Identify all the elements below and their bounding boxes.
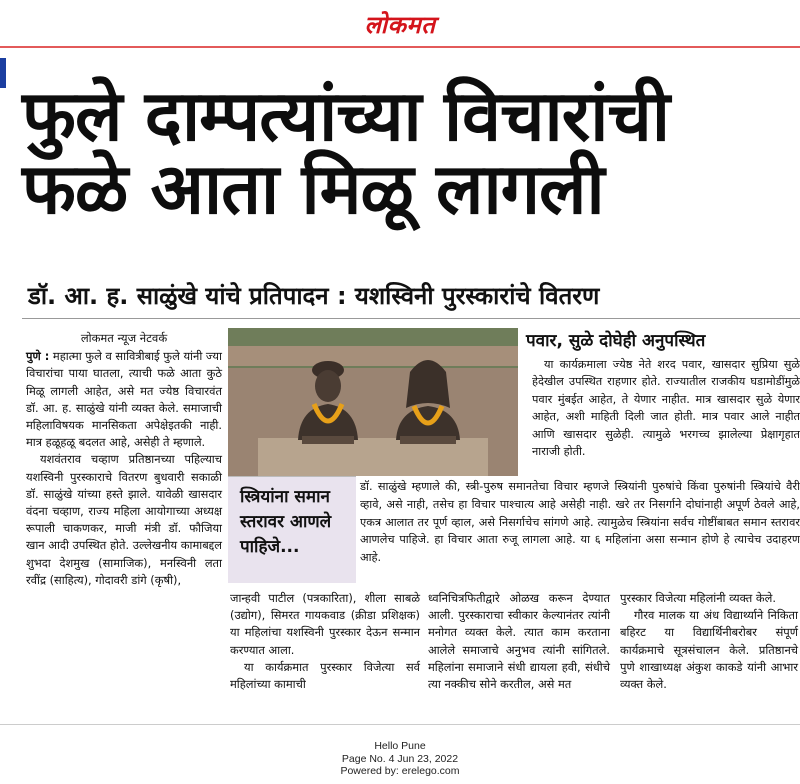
sidebar-text — [532, 356, 800, 460]
article-column-3 — [428, 590, 610, 693]
paragraph: या कार्यक्रमात पुरस्कार विजेत्या सर्व महिलांच्या कामाची — [230, 659, 420, 692]
lead-paragraph: पुणे : महात्मा फुले व सावित्रीबाई फुले यांनी ज्या विचारांचा पाया घातला, त्याची फळे आता कुठे मिळू लागली आहेत, असे मत ज्येष्ठ विचारवंत डॉ. आ. ह. साळुंखे यांनी व्यक्त केले. समाजाची महिलाविषयक मानसिकता अपेक्षेइतकी नाही. मात्र हळूहळू बदलत आहे, असेही ते म्हणाले. — [26, 349, 222, 450]
headline — [22, 75, 797, 230]
sidebar-paragraph: या कार्यक्रमाला ज्येष्ठ नेते शरद पवार, खासदार सुप्रिया सुळे हेदेखील उपस्थित राहणार होते. राज्यातील राजकीय घडामोडींमुळे पवार मुंबईत आहेत, ते येणार नाहीत. मात्र खासदार सुळे येणार आहेत, अशी माहिती दिली जात होती. मात्र पवार आले नाहीत आणि खासदार सुळेही. त्यामुळे भरगच्च झालेल्या प्रेक्षागृहात नाराजी होती. — [532, 358, 800, 459]
byline: लोकमत न्यूज नेटवर्क — [80, 331, 168, 345]
page-edge-marker — [0, 58, 6, 88]
subheadline: डॉ. आ. ह. साळुंखे यांचे प्रतिपादन : यशस्विनी पुरस्कारांचे वितरण — [28, 282, 600, 310]
quote-paragraph: डॉ. साळुंखे म्हणाले की, स्त्री-पुरुष समानतेचा विचार म्हणजे स्त्रियांनी पुरुषांचे किंवा पुरुषांनी स्त्रियांचे वैरी व्हावे, असे नाही, तसेच हा विचार पाश्चात्य आहे असेही नाही. खरे तर निसर्गाने दोघांनाही अपूर्ण ठेवले आहे, एकत्र आलात तर पूर्ण व्हाल, असे निसर्गाचेच सांगणे आहे. त्यामुळेच स्त्रियांना सर्वच गोष्टींबाबत समान स्तरावर आणलेच पाहिजे. हा विचार आता रुजू लागला आहे. या ६ महिलांना असा सन्मान होणे हे त्याचेच उदाहरण आहे. — [360, 480, 800, 565]
sidebar-heading: पवार, सुळे दोघेही अनुपस्थित — [526, 331, 706, 351]
paragraph: जान्हवी पाटील (पत्रकारिता), शीला साबळे (उद्योग), सिमरत गायकवाड (क्रीडा प्रशिक्षक) या महिलांचा यशस्विनी पुरस्कार देऊन सन्मान करण्यात आला. — [230, 591, 420, 657]
article-column-1 — [26, 330, 222, 589]
quote-box — [228, 476, 356, 583]
headline-line-1: फुले दाम्पत्यांच्या विचारांची — [22, 75, 670, 157]
paragraph: गौरव मालक या अंध विद्यार्थ्याने निकिता बहिरट या विद्यार्थिनीबरोबर संपूर्ण कार्यक्रमाचे सूत्रसंचालन केले. प्रतिष्ठानचे पुणे शाखाध्यक्ष अंकुश काकडे यांनी आभार व्यक्त केले. — [620, 608, 798, 692]
masthead — [0, 0, 800, 46]
statues-photo — [228, 328, 518, 476]
edition-name: Hello Pune — [374, 740, 426, 752]
page-info: Page No. 4 Jun 23, 2022 — [341, 752, 459, 765]
page-footer — [0, 740, 800, 778]
newspaper-logo: लोकमत — [364, 11, 436, 39]
busts-image — [228, 328, 518, 476]
paragraph: पुरस्कार विजेत्या महिलांनी व्यक्त केले. — [620, 591, 776, 605]
quote-heading: स्त्रियांना समान स्तरावर आणले पाहिजे... — [240, 487, 332, 557]
paragraph: ध्वनिचित्रफितीद्वारे ओळख करून देण्यात आली. पुरस्काराचा स्वीकार केल्यानंतर त्यांनी मनोगत व्यक्त केले. त्यात काम करताना आलेले समाजाचे अनुभव त्यांनी सांगितले. महिलांना समाजाने संधी द्यायला हवी, संधीचे त्या नक्कीच सोने करतील, असे मत — [428, 591, 610, 692]
quote-body — [360, 478, 800, 567]
paragraph: यशवंतराव चव्हाण प्रतिष्ठानच्या पहिल्याच यशस्विनी पुरस्काराचे वितरण बुधवारी सकाळी डॉ. साळुंखे यांच्या हस्ते झाले. यावेळी खासदार वंदना चव्हाण, राज्य महिला आयोगाच्या अध्यक्ष रूपाली चाकणकर, माजी मंत्री डॉ. फौजिया खान आदी उपस्थित होते. उल्लेखनीय कामाबद्दल शुभदा देशमुख (सामाजिक), मनस्विनी लता रवींद्र (साहित्य), गोदावरी डांगे (कृषी), — [26, 452, 222, 587]
dateline: पुणे : — [26, 349, 50, 364]
subhead-divider — [22, 318, 800, 319]
headline-line-2: फळे आता मिळू लागली — [22, 147, 604, 230]
article-column-2 — [230, 590, 420, 693]
article-column-4 — [620, 590, 798, 693]
masthead-divider — [0, 46, 800, 48]
powered-by-link[interactable]: Powered by: erelego.com — [340, 765, 460, 778]
footer-divider — [0, 724, 800, 725]
